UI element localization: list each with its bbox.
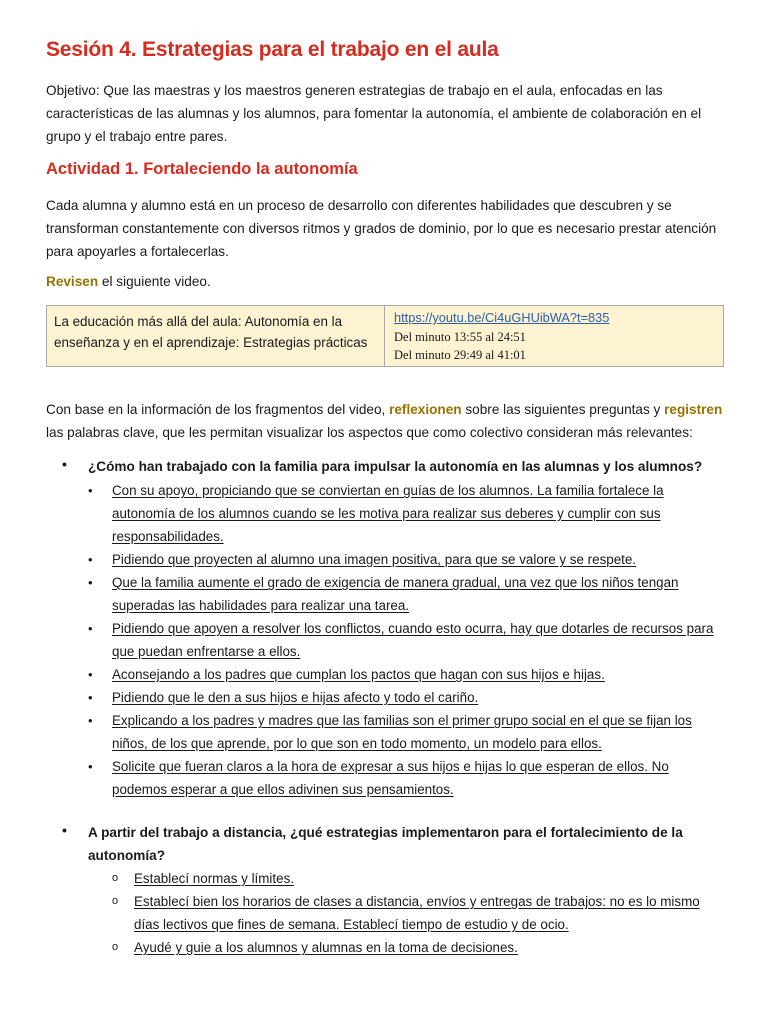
list-item: • Explicando a los padres y madres que las familias son el primer grupo social en el que se fijan los niños, de los que aprende, por lo que son en todo momento, un modelo para ellos. (88, 709, 718, 755)
question-2: A partir del trabajo a distancia, ¿qué estrategias implementaron para el fortalecimiento de la autonomía? (88, 825, 683, 863)
question-1: ¿Cómo han trabajado con la familia para impulsar la autonomía en las alumnas y los alumnos? (88, 459, 703, 474)
instructions-paragraph (46, 398, 736, 444)
activity-title: Actividad 1. Fortaleciendo la autonomía (46, 160, 358, 178)
instructions-text-3: las palabras clave, que les permitan visualizar los aspectos que como colectivo consideran más relevantes: (46, 425, 693, 440)
list-item: • Solicite que fueran claros a la hora de expresar a sus hijos e hijas lo que esperan de ellos. No podemos esperar a que ellos adivinen sus pensamientos. (88, 755, 718, 801)
video-title: La educación más allá del aula: Autonomía en la enseñanza y en el aprendizaje: Estrategias prácticas (47, 306, 385, 366)
question-2-bullet: • (62, 822, 67, 838)
video-table (46, 305, 724, 367)
video-meta (385, 306, 723, 366)
question-1-bullet: • (62, 456, 67, 472)
question-1-answers (88, 479, 718, 801)
video-range-1: Del minuto 13:55 al 24:51 (394, 329, 526, 344)
circle-bullet-icon: o (112, 895, 119, 907)
revisen-rest: el siguiente video. (98, 274, 211, 289)
video-range-2: Del minuto 29:49 al 41:01 (394, 348, 526, 362)
bullet-icon: • (88, 690, 93, 705)
bullet-icon: • (88, 667, 93, 682)
question-2-answers (110, 867, 720, 959)
session-title: Sesión 4. Estrategias para el trabajo en el aula (46, 38, 499, 61)
list-item: • Pidiendo que apoyen a resolver los conflictos, cuando esto ocurra, hay que dotarles de recursos para que puedan enfrentarse a ellos. (88, 617, 718, 663)
bullet-icon: • (88, 483, 93, 498)
revisen-line (46, 274, 211, 289)
bullet-icon: • (88, 759, 93, 774)
bullet-icon: • (88, 575, 93, 590)
list-item: • Pidiendo que le den a sus hijos e hijas afecto y todo el cariño. (88, 686, 718, 709)
revisen-highlight: Revisen (46, 274, 99, 289)
list-item: • Con su apoyo, propiciando que se conviertan en guías de los alumnos. La familia fortalece la autonomía de los alumnos cuando se les motiva para realizar sus deberes y cumplir con sus responsabilidades. (88, 479, 718, 548)
instructions-text-2: sobre las siguientes preguntas y (461, 402, 665, 417)
list-item: • Que la familia aumente el grado de exigencia de manera gradual, una vez que los niños tengan superadas las habilidades para realizar una tarea. (88, 571, 718, 617)
instructions-text-1: Con base en la información de los fragmentos del video, (46, 402, 390, 417)
reflexionen-highlight: reflexionen (389, 402, 462, 417)
bullet-icon: • (88, 621, 93, 636)
list-item: o Establecí normas y límites. (110, 867, 720, 890)
objective-paragraph: Objetivo: Que las maestras y los maestros generen estrategias de trabajo en el aula, enfocadas en las características de las alumnas y los alumnos, para fomentar la autonomía, el ambiente de colaboración en el grupo y el trabajo entre pares. (46, 83, 702, 144)
bullet-icon: • (88, 552, 93, 567)
circle-bullet-icon: o (112, 941, 119, 953)
circle-bullet-icon: o (112, 872, 119, 884)
video-link[interactable]: https://youtu.be/Ci4uGHUibWA?t=835 (394, 310, 610, 325)
registren-highlight: registren (664, 402, 723, 417)
list-item: o Establecí bien los horarios de clases a distancia, envíos y entregas de trabajos: no es lo mismo días lectivos que fines de semana. Establecí tiempo de estudio y de ocio. (110, 890, 720, 936)
bullet-icon: • (88, 713, 93, 728)
list-item: o Ayudé y guie a los alumnos y alumnas en la toma de decisiones. (110, 936, 720, 959)
list-item: • Aconsejando a los padres que cumplan los pactos que hagan con sus hijos e hijas. (88, 663, 718, 686)
list-item: • Pidiendo que proyecten al alumno una imagen positiva, para que se valore y se respete. (88, 548, 718, 571)
activity-paragraph: Cada alumna y alumno está en un proceso de desarrollo con diferentes habilidades que descubren y se transforman constantemente con diversos ritmos y grados de dominio, por lo que es necesario prestar atención para apoyarles a fortalecerlas. (46, 198, 717, 259)
